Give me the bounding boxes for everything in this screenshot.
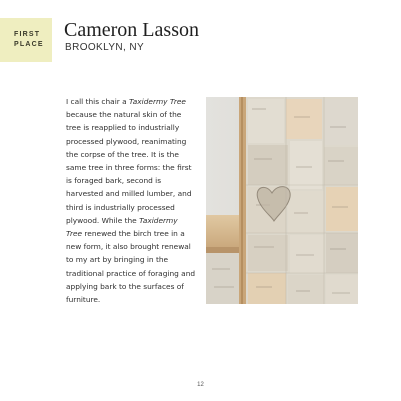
description-text-2: because the natural skin of the tree is reapplied to industrially processed plywood, reanimating the corpse of the tree. It is the same tree in three forms: the first is foraged bark, second is harvested and milled lumber, and third is industrially processed plywood. While the bbox=[66, 110, 192, 225]
description-title-2: Taxidermy Tree bbox=[66, 215, 178, 239]
artist-location: BROOKLYN, NY bbox=[65, 42, 145, 53]
award-badge bbox=[0, 18, 52, 62]
description-text-1: I call this chair a bbox=[66, 97, 130, 106]
description-text-3: renewed the birch tree in a new form, it also brought renewal to my art by bringing in the traditional practice of foraging and applying bark to the surfaces of furniture. bbox=[66, 229, 196, 305]
artwork-description bbox=[66, 95, 196, 306]
award-badge-line1: FIRST bbox=[14, 31, 41, 38]
artist-name: Cameron Lasson bbox=[64, 19, 199, 41]
page-number: 12 bbox=[197, 382, 204, 388]
description-title-1: Taxidermy Tree bbox=[129, 97, 186, 106]
award-badge-line2: PLACE bbox=[14, 41, 44, 48]
artwork-photo bbox=[206, 97, 358, 304]
